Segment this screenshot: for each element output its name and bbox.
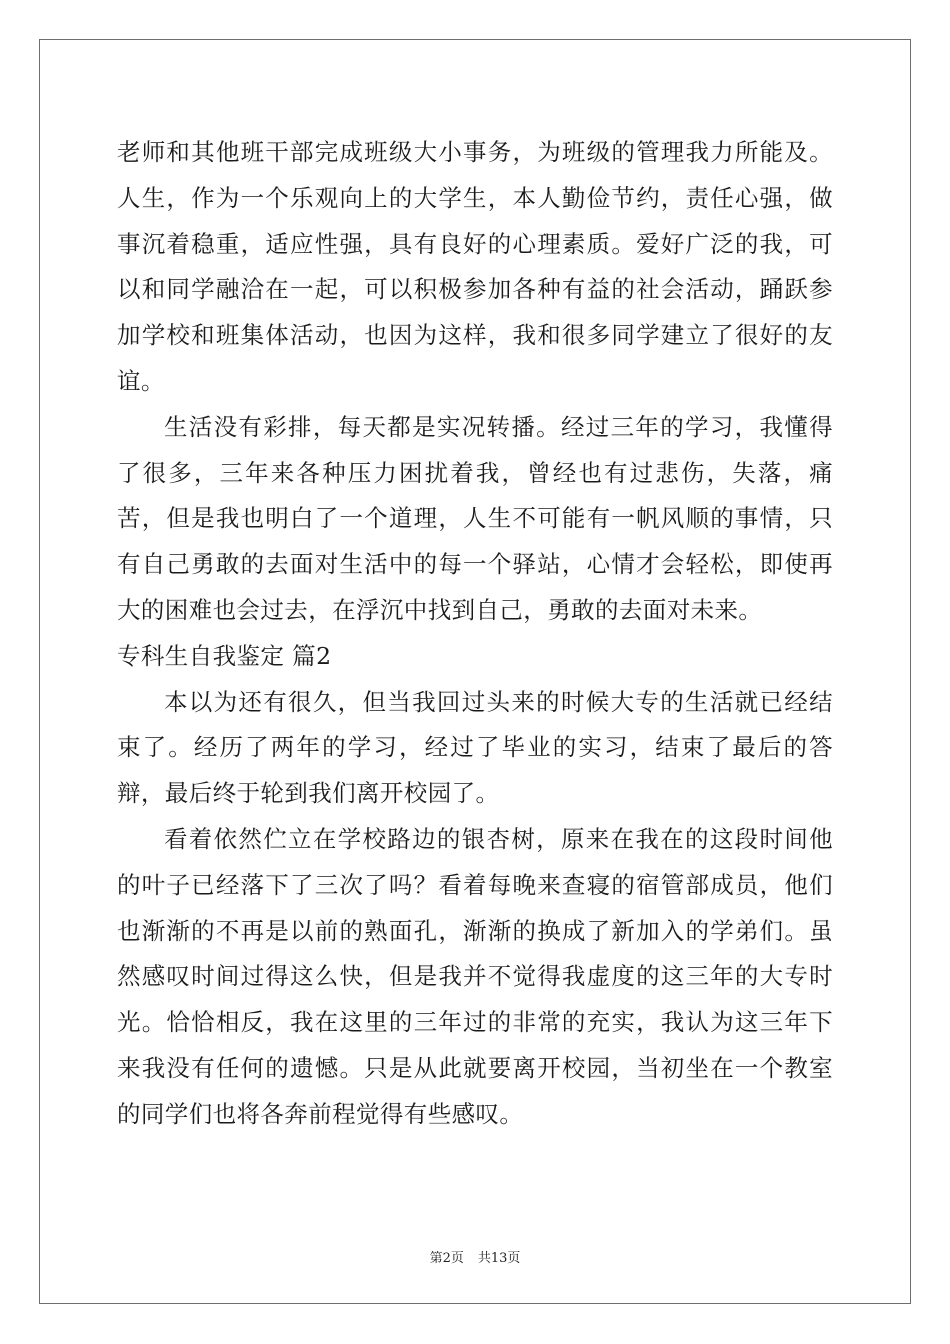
page-total: 共13页 bbox=[477, 1251, 521, 1266]
section-heading: 专科生自我鉴定 篇2 bbox=[117, 641, 332, 670]
page-footer bbox=[0, 1247, 950, 1266]
page-number: 第2页 bbox=[429, 1251, 464, 1266]
paragraph-graduation: 本以为还有很久，但当我回过头来的时候大专的生活就已经结束了。经历了两年的学习，经过了毕业的实习，结束了最后的答辩，最后终于轮到我们离开校园了。 bbox=[117, 687, 833, 808]
paragraph-continued: 老师和其他班干部完成班级大小事务，为班级的管理我力所能及。人生，作为一个乐观向上的大学生，本人勤俭节约，责任心强，做事沉着稳重，适应性强，具有良好的心理素质。爱好广泛的我，可以和同学融洽在一起，可以积极参加各种有益的社会活动，踊跃参加学校和班集体活动，也因为这样，我和很多同学建立了很好的友谊。 bbox=[117, 138, 833, 395]
paragraph-life: 生活没有彩排，每天都是实况转播。经过三年的学习，我懂得了很多，三年来各种压力困扰着我，曾经也有过悲伤，失落，痛苦，但是我也明白了一个道理，人生不可能有一帆风顺的事情，只有自己勇敢的去面对生活中的每一个驿站，心情才会轻松，即使再大的困难也会过去，在浮沉中找到自己，勇敢的去面对未来。 bbox=[117, 412, 833, 624]
paragraph-ginkgo: 看着依然伫立在学校路边的银杏树，原来在我在的这段时间他的叶子已经落下了三次了吗？看着每晚来查寝的宿管部成员，他们也渐渐的不再是以前的熟面孔，渐渐的换成了新加入的学弟们。虽然感叹时间过得这么快，但是我并不觉得我虚度的这三年的大专时光。恰恰相反，我在这里的三年过的非常的充实，我认为这三年下来我没有任何的遗憾。只是从此就要离开校园，当初坐在一个教室的同学们也将各奔前程觉得有些感叹。 bbox=[117, 824, 833, 1128]
document-body bbox=[117, 130, 833, 1138]
